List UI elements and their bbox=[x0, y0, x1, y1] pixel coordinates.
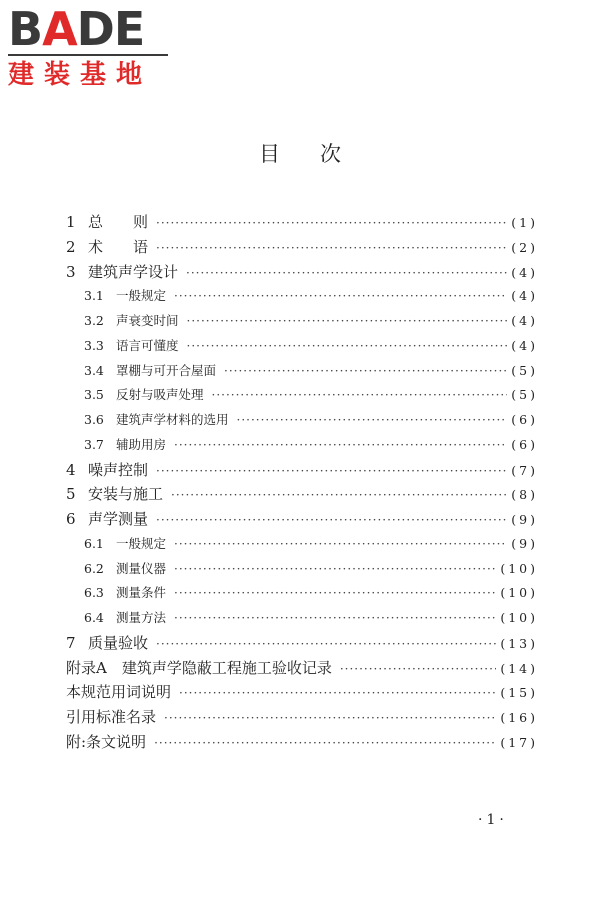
logo-subtitle: 建装基地 bbox=[8, 60, 153, 90]
toc-entry-label: 噪声控制 bbox=[88, 460, 149, 479]
toc-leader-dots bbox=[187, 334, 508, 359]
toc-leader-dots bbox=[237, 408, 508, 433]
toc-leader-dots bbox=[171, 483, 507, 507]
page-number: ·1· bbox=[478, 812, 508, 828]
toc-entry-label: 反射与吸声处理 bbox=[116, 387, 204, 403]
toc-leader-dots bbox=[156, 236, 507, 260]
toc-entry-number: 3.4 bbox=[84, 362, 104, 378]
toc-entry-page: (4) bbox=[511, 264, 538, 280]
toc-entry[interactable] bbox=[66, 705, 538, 730]
toc-entry[interactable] bbox=[66, 532, 538, 557]
toc-leader-dots bbox=[340, 657, 496, 681]
toc-leader-dots bbox=[186, 261, 507, 285]
toc-leader-dots bbox=[174, 606, 496, 631]
toc-entry-label: 附:条文说明 bbox=[66, 732, 147, 751]
logo-letters-de: DE bbox=[76, 2, 145, 56]
brand-logo bbox=[8, 2, 178, 90]
toc-leader-dots bbox=[187, 309, 508, 334]
logo-letter-a: A bbox=[42, 2, 77, 56]
toc-entry-number: 2 bbox=[66, 237, 76, 256]
toc-entry-page: (9) bbox=[511, 535, 538, 551]
toc-leader-dots bbox=[174, 557, 496, 582]
toc-entry-number: 5 bbox=[66, 485, 76, 504]
toc-entry-number: 6 bbox=[66, 510, 76, 528]
toc-entry-page: (10) bbox=[500, 560, 538, 576]
toc-leader-dots bbox=[174, 433, 507, 458]
toc-entry-page: (10) bbox=[500, 610, 538, 625]
toc-entry-number: 3.5 bbox=[84, 387, 104, 403]
toc-entry-page: (5) bbox=[511, 387, 538, 403]
toc-entry[interactable] bbox=[66, 210, 538, 235]
toc-entry-label: 术 语 bbox=[88, 237, 149, 256]
toc-leader-dots bbox=[212, 383, 508, 408]
toc-entry[interactable] bbox=[66, 507, 538, 532]
toc-entry[interactable] bbox=[66, 606, 538, 631]
logo-wordmark bbox=[8, 2, 178, 56]
toc-entry[interactable] bbox=[66, 284, 538, 309]
page-title: 目次 bbox=[259, 142, 381, 166]
toc-entry-page: (15) bbox=[500, 685, 538, 701]
toc-entry-page: (4) bbox=[511, 288, 538, 304]
toc-leader-dots bbox=[174, 581, 496, 606]
toc-entry-page: (7) bbox=[511, 462, 538, 478]
toc-entry-page: (2) bbox=[511, 239, 538, 255]
toc-entry-number: 3.1 bbox=[84, 288, 104, 304]
toc-entry[interactable] bbox=[66, 235, 538, 260]
toc-leader-dots bbox=[156, 211, 507, 235]
toc-leader-dots bbox=[156, 459, 507, 483]
toc-entry-number: 7 bbox=[66, 633, 76, 652]
toc-entry-label: 建筑声学设计 bbox=[88, 262, 179, 281]
toc-entry[interactable] bbox=[66, 557, 538, 582]
toc-entry[interactable] bbox=[66, 581, 538, 606]
toc-entry-label: 语言可懂度 bbox=[116, 337, 179, 353]
toc-entry-number: 6.3 bbox=[84, 585, 104, 601]
toc-entry[interactable] bbox=[66, 334, 538, 359]
toc-entry-page: (16) bbox=[500, 710, 538, 725]
toc-entry-label: 测量方法 bbox=[116, 610, 167, 625]
toc-entry-label: 一般规定 bbox=[116, 288, 167, 304]
toc-leader-dots bbox=[156, 632, 496, 656]
toc-leader-dots bbox=[164, 706, 496, 730]
toc-entry-number: 3.7 bbox=[84, 436, 104, 452]
toc-entry-number: 6.1 bbox=[84, 535, 104, 551]
toc-entry-label: 罩棚与可开合屋面 bbox=[116, 362, 217, 378]
toc-entry-number: 3.3 bbox=[84, 337, 104, 353]
toc-entry-number: 6.2 bbox=[84, 560, 104, 576]
toc-leader-dots bbox=[224, 359, 507, 384]
toc-entry-number: 3.6 bbox=[84, 412, 104, 427]
table-of-contents bbox=[66, 210, 538, 755]
toc-entry-number: 1 bbox=[66, 213, 76, 231]
toc-entry-page: (6) bbox=[511, 412, 538, 427]
toc-leader-dots bbox=[156, 508, 507, 532]
toc-leader-dots bbox=[174, 532, 507, 557]
toc-entry-label: 附录A 建筑声学隐蔽工程施工验收记录 bbox=[66, 658, 332, 677]
toc-entry-page: (4) bbox=[511, 313, 538, 328]
toc-entry[interactable] bbox=[66, 433, 538, 458]
toc-entry-page: (8) bbox=[511, 487, 538, 503]
toc-entry-page: (9) bbox=[511, 512, 538, 527]
toc-entry-number: 6.4 bbox=[84, 610, 104, 625]
toc-entry-page: (13) bbox=[500, 635, 538, 651]
toc-entry[interactable] bbox=[66, 482, 538, 507]
toc-entry[interactable] bbox=[66, 458, 538, 483]
toc-entry-page: (10) bbox=[500, 585, 538, 601]
toc-entry-label: 总 则 bbox=[88, 213, 149, 231]
toc-entry-page: (1) bbox=[511, 215, 538, 230]
toc-entry[interactable] bbox=[66, 730, 538, 755]
toc-entry-label: 质量验收 bbox=[88, 633, 149, 652]
toc-entry-page: (6) bbox=[511, 436, 538, 452]
toc-entry-label: 安装与施工 bbox=[88, 485, 164, 504]
toc-entry[interactable] bbox=[66, 260, 538, 285]
toc-entry-page: (5) bbox=[511, 362, 538, 378]
toc-entry[interactable] bbox=[66, 656, 538, 681]
toc-entry-label: 声学测量 bbox=[88, 510, 149, 528]
toc-entry-number: 4 bbox=[66, 460, 76, 479]
toc-entry[interactable] bbox=[66, 383, 538, 408]
toc-entry[interactable] bbox=[66, 631, 538, 656]
toc-leader-dots bbox=[174, 284, 507, 309]
toc-entry-label: 测量条件 bbox=[116, 585, 167, 601]
toc-entry-page: (4) bbox=[511, 337, 538, 353]
toc-entry-page: (14) bbox=[500, 660, 538, 676]
toc-entry-label: 一般规定 bbox=[116, 535, 167, 551]
toc-entry-label: 引用标准名录 bbox=[66, 708, 157, 726]
toc-entry[interactable] bbox=[66, 309, 538, 334]
toc-entry-page: (17) bbox=[500, 734, 538, 750]
toc-entry-number: 3 bbox=[66, 262, 76, 281]
toc-entry[interactable] bbox=[66, 680, 538, 705]
toc-entry-label: 测量仪器 bbox=[116, 560, 167, 576]
toc-entry-label: 本规范用词说明 bbox=[66, 683, 172, 702]
toc-entry-label: 辅助用房 bbox=[116, 436, 167, 452]
toc-entry[interactable] bbox=[66, 408, 538, 433]
toc-leader-dots bbox=[154, 731, 496, 755]
toc-leader-dots bbox=[179, 681, 496, 705]
toc-entry-label: 建筑声学材料的选用 bbox=[116, 412, 229, 427]
toc-entry[interactable] bbox=[66, 359, 538, 384]
logo-letter-b: B bbox=[8, 2, 43, 56]
toc-entry-label: 声衰变时间 bbox=[116, 313, 179, 328]
toc-entry-number: 3.2 bbox=[84, 313, 104, 328]
